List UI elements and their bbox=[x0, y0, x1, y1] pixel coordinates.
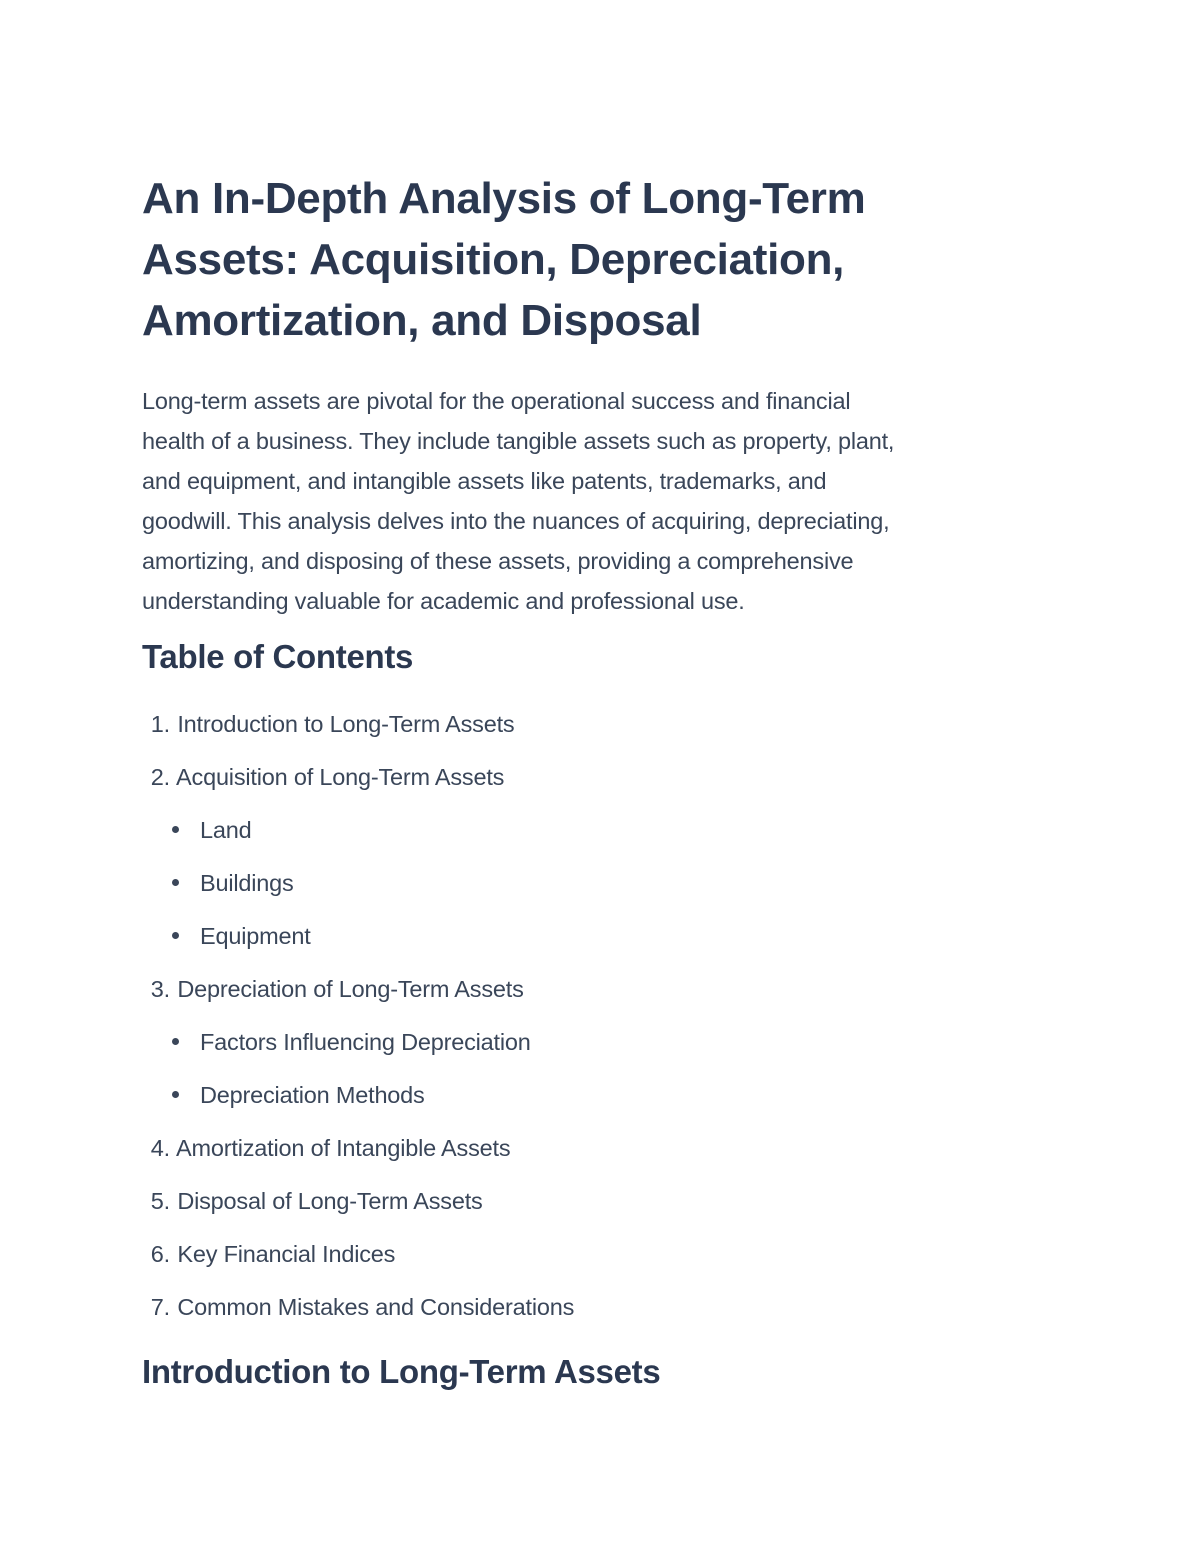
section-heading-introduction: Introduction to Long-Term Assets bbox=[142, 1353, 661, 1390]
title-line: Amortization, and Disposal bbox=[142, 296, 702, 345]
toc-item-number: 1. bbox=[150, 711, 170, 737]
bullet-icon bbox=[172, 879, 179, 886]
toc-subitem-factors[interactable] bbox=[142, 1016, 574, 1069]
title-line: An In-Depth Analysis of Long-Term bbox=[142, 174, 866, 223]
toc-item-acquisition[interactable] bbox=[142, 751, 574, 804]
toc-item-number: 7. bbox=[150, 1294, 170, 1320]
toc-item-label: Introduction to Long-Term Assets bbox=[177, 711, 515, 737]
toc-item-label: Depreciation of Long-Term Assets bbox=[177, 976, 524, 1002]
toc-subitem-buildings[interactable] bbox=[142, 857, 574, 910]
toc-item-label: Disposal of Long-Term Assets bbox=[177, 1188, 483, 1214]
toc-item-number: 2. bbox=[150, 764, 170, 790]
intro-line: understanding valuable for academic and professional use. bbox=[142, 588, 745, 614]
document-title bbox=[142, 168, 1062, 351]
toc-item-indices[interactable] bbox=[142, 1228, 574, 1281]
toc-subitem-label: Land bbox=[200, 817, 252, 843]
toc-subitem-label: Depreciation Methods bbox=[200, 1082, 425, 1108]
intro-line: goodwill. This analysis delves into the nuances of acquiring, depreciating, bbox=[142, 508, 890, 534]
toc-item-depreciation[interactable] bbox=[142, 963, 574, 1016]
toc-item-number: 3. bbox=[150, 976, 170, 1002]
toc-subitem-land[interactable] bbox=[142, 804, 574, 857]
intro-line: health of a business. They include tangible assets such as property, plant, bbox=[142, 428, 895, 454]
toc-item-label: Acquisition of Long-Term Assets bbox=[176, 764, 505, 790]
bullet-icon bbox=[172, 826, 179, 833]
toc-item-number: 5. bbox=[150, 1188, 170, 1214]
intro-line: and equipment, and intangible assets like patents, trademarks, and bbox=[142, 468, 827, 494]
toc-item-number: 6. bbox=[150, 1241, 170, 1267]
intro-line: amortizing, and disposing of these assets, providing a comprehensive bbox=[142, 548, 854, 574]
intro-line: Long-term assets are pivotal for the operational success and financial bbox=[142, 388, 851, 414]
document-content bbox=[142, 168, 1062, 1390]
toc-heading: Table of Contents bbox=[142, 638, 414, 675]
toc-subitem-label: Equipment bbox=[200, 923, 311, 949]
toc-subitem-label: Buildings bbox=[200, 870, 294, 896]
intro-paragraph bbox=[142, 381, 1062, 621]
toc-item-amortization[interactable] bbox=[142, 1122, 574, 1175]
toc-item-mistakes[interactable] bbox=[142, 1281, 574, 1334]
toc-subitem-equipment[interactable] bbox=[142, 910, 574, 963]
toc-item-label: Amortization of Intangible Assets bbox=[176, 1135, 511, 1161]
bullet-icon bbox=[172, 1091, 179, 1098]
bullet-icon bbox=[172, 932, 179, 939]
table-of-contents bbox=[142, 698, 574, 1334]
toc-subitem-label: Factors Influencing Depreciation bbox=[200, 1029, 531, 1055]
title-line: Assets: Acquisition, Depreciation, bbox=[142, 235, 845, 284]
toc-item-introduction[interactable] bbox=[142, 698, 574, 751]
toc-item-number: 4. bbox=[150, 1135, 170, 1161]
toc-item-label: Common Mistakes and Considerations bbox=[177, 1294, 575, 1320]
bullet-icon bbox=[172, 1038, 179, 1045]
toc-item-label: Key Financial Indices bbox=[177, 1241, 396, 1267]
toc-subitem-methods[interactable] bbox=[142, 1069, 574, 1122]
toc-item-disposal[interactable] bbox=[142, 1175, 574, 1228]
